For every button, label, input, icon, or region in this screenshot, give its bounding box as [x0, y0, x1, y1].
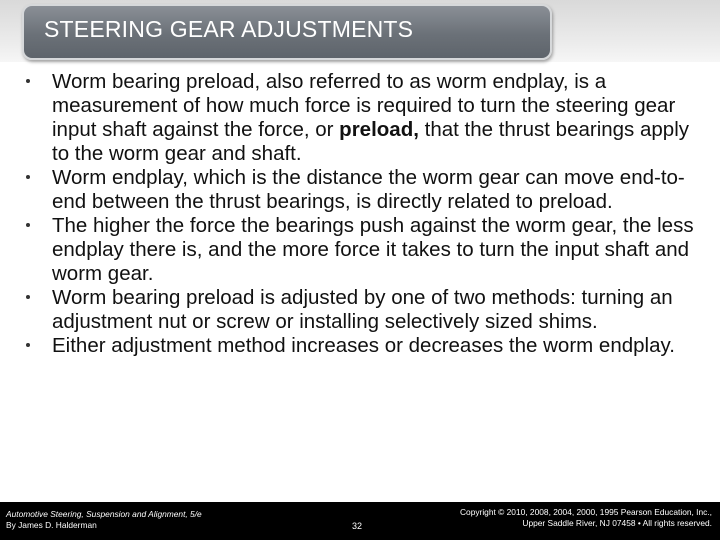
bullet-item — [26, 214, 698, 286]
bullet-text: Worm endplay, which is the distance the worm gear can move end-to-end between the thrust bearings, is directly related to preload. — [52, 166, 685, 213]
bullet-item — [26, 70, 698, 166]
bullet-text: Worm bearing preload, also referred to as worm endplay, is a measurement of how much force is required to turn the steering gear input shaft against the force, or — [52, 70, 676, 141]
footer-copyright — [460, 507, 712, 529]
bullet-bold-term: preload, — [339, 118, 419, 141]
bullet-item — [26, 286, 698, 334]
slide-title: STEERING GEAR ADJUSTMENTS — [44, 16, 414, 42]
bullet-dot-icon — [26, 79, 30, 83]
copyright-line-1: Copyright © 2010, 2008, 2004, 2000, 1995 Pearson Education, Inc., — [459, 507, 712, 517]
footer-book-info — [6, 509, 202, 531]
page-number: 32 — [352, 521, 363, 531]
bullet-text: Worm bearing preload is adjusted by one of two methods: turning an adjustment nut or screw or installing selectively sized shims. — [52, 286, 673, 333]
bullet-list — [26, 70, 698, 358]
bullet-dot-icon — [26, 223, 30, 227]
bullet-item — [26, 334, 698, 358]
bullet-text-continued: that the thrust bearings apply to the worm gear and shaft. — [52, 118, 690, 165]
footer-author: By James D. Halderman — [6, 520, 97, 530]
bullet-item — [26, 166, 698, 214]
bullet-text: The higher the force the bearings push against the worm gear, the less endplay there is, and the more force it takes to turn the input shaft and worm gear. — [52, 214, 694, 285]
bullet-dot-icon — [26, 295, 30, 299]
copyright-line-2: Upper Saddle River, NJ 07458 • All rights reserved. — [522, 518, 712, 528]
bullet-text: Either adjustment method increases or decreases the worm endplay. — [52, 334, 675, 357]
footer-bar — [0, 502, 720, 540]
slide-content — [26, 70, 698, 358]
bullet-dot-icon — [26, 175, 30, 179]
footer-book-title: Automotive Steering, Suspension and Alignment, 5/e — [6, 509, 202, 519]
bullet-dot-icon — [26, 343, 30, 347]
